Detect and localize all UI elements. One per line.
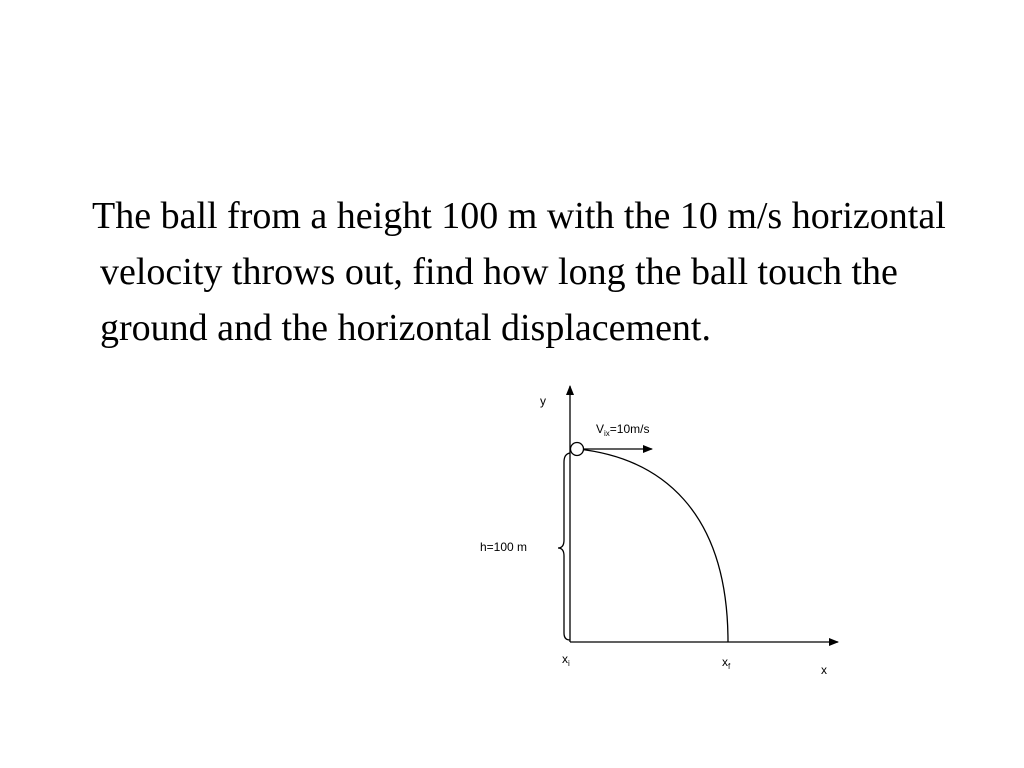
- final-x-label: [722, 655, 731, 671]
- final-x-subscript: f: [728, 662, 731, 671]
- initial-x-subscript: i: [568, 659, 570, 668]
- final-x-base: x: [722, 655, 728, 669]
- initial-x-label: [562, 652, 570, 668]
- velocity-label: [596, 422, 649, 438]
- initial-x-base: x: [562, 652, 568, 666]
- velocity-label-base: V: [596, 422, 605, 436]
- velocity-label-subscript: ix: [604, 429, 610, 438]
- problem-statement: The ball from a height 100 m with the 10 m/s horizontal velocity throws out, find how long the ball touch the ground and the horizontal displacement.: [92, 195, 946, 349]
- height-label: h=100 m: [480, 540, 528, 554]
- ball: [571, 443, 584, 456]
- velocity-label-value: =10m/s: [609, 422, 650, 436]
- trajectory-curve: [578, 449, 728, 642]
- y-axis-label: y: [540, 394, 546, 408]
- height-brace: [558, 453, 570, 640]
- x-axis-label: x: [821, 663, 827, 677]
